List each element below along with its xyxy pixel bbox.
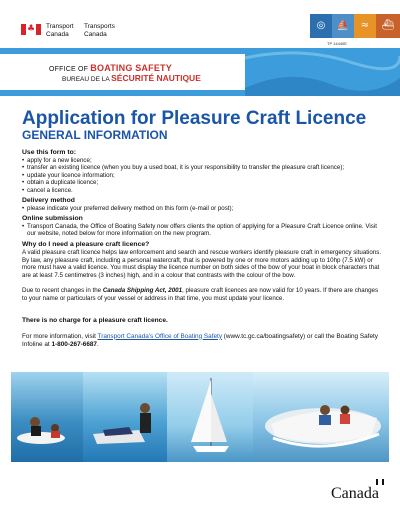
delivery-list (22, 205, 382, 213)
header (0, 0, 400, 46)
boat-icon: ⛴ (381, 20, 395, 31)
list-item: • Transport Canada, the Office of Boating Safety now offers clients the option of applying for a Pleasure Craft Licence online. Visit our website, noted below for more information on the new program. (22, 223, 382, 238)
list-item: • transfer an existing licence (when you buy a used boat, it is your responsibility to transfer the pleasure craft licence); (22, 164, 382, 172)
canada-flag-icon: ♣ (21, 24, 41, 35)
online-list (22, 223, 382, 238)
canada-wordmark: Canada (331, 485, 379, 503)
photo-strip (11, 372, 389, 462)
page-title: Application for Pleasure Craft Licence (22, 108, 367, 129)
list-item: • please indicate your preferred delivery method on this form (e-mail or post); (22, 205, 382, 213)
list-item: • cancel a licence. (22, 187, 382, 195)
boating-safety-logo (310, 14, 400, 38)
office-name-en: OFFICE OF BOATING SAFETY (49, 63, 172, 73)
act-paragraph: Due to recent changes in the Canada Shipping Act, 2001, pleasure craft licences are now valid for 10 years. If there are changes to your name or particulars of your vessel or address in that time, you must update your licence. (22, 287, 379, 302)
list-item: • obtain a duplicate licence; (22, 179, 382, 187)
general-information (22, 146, 382, 349)
boating-safety-link[interactable]: Transport Canada's Office of Boating Safety (97, 332, 223, 340)
online-heading: Online submission (22, 215, 83, 222)
sailboat-photo (167, 372, 253, 462)
sailboat-icon: ⛵ (336, 20, 350, 31)
list-item: • apply for a new licence; (22, 157, 382, 165)
act-name: Canada Shipping Act, 2001 (102, 287, 183, 294)
page-subtitle: GENERAL INFORMATION (22, 128, 168, 142)
why-body: A valid pleasure craft licence helps law enforcement and search and rescue workers identify pleasure craft in emergency situations. By law, any pleasure craft, including a personal watercraft, that is powered by one or more motors adding up to 10hp (7.5 kW) or more must have a valid licence. You must display the licence number on both sides of the bow of your boat in block characters that are at least 7.5 centimetres (3 inches) high, and in a colour that contrasts with the colour of the bow. (22, 249, 382, 279)
office-name-fr: BUREAU DE LA SÉCURITÉ NAUTIQUE (62, 73, 201, 83)
no-charge-notice: There is no charge for a pleasure craft licence. (22, 317, 168, 324)
list-item: • update your licence information; (22, 172, 382, 180)
use-form-heading: Use this form to: (22, 149, 77, 156)
form-number: TP 14440E (327, 41, 347, 46)
infoline-phone: 1-800-267-6687 (51, 340, 97, 348)
kayak-photo (11, 372, 83, 462)
more-info: For more information, visit Transport Canada's Office of Boating Safety (www.tc.gc.ca/boatingsafety) or call the Boating Safety Infoline at 1-800-267-6687. (22, 332, 378, 348)
lifebuoy-icon: ◎ (316, 20, 326, 31)
flag-mini-icon (376, 479, 384, 485)
department-name-en: Transport Canada (46, 23, 74, 38)
why-heading: Why do I need a pleasure craft licence? (22, 240, 150, 248)
department-name-fr: Transports Canada (84, 23, 115, 38)
personal-watercraft-photo (83, 372, 167, 462)
motorboat-photo (253, 372, 389, 462)
delivery-heading: Delivery method (22, 197, 75, 204)
use-form-list (22, 157, 382, 195)
waves-icon: ≈ (360, 20, 370, 31)
